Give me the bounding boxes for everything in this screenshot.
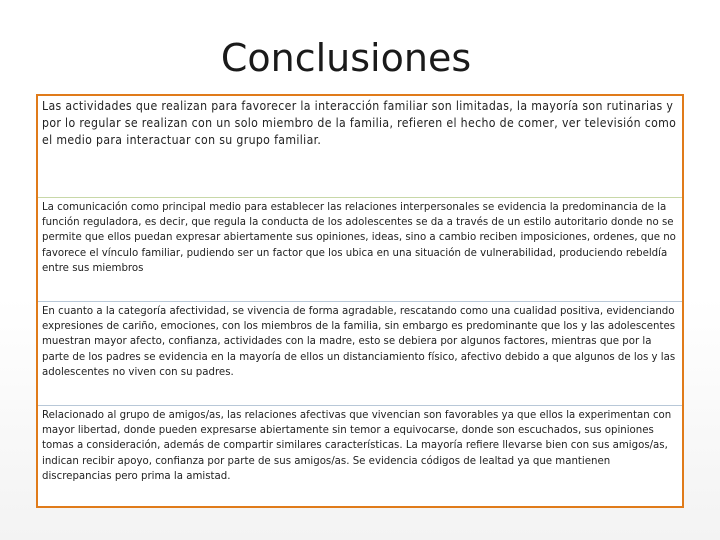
conclusion-paragraph-4: Relacionado al grupo de amigos/as, las relaciones afectivas que vivencian son favorables ya que ellos la experimentan con mayor libertad, donde pueden expresarse abiertamente sin temor a equivocarse, donde son escuchados, sus opiniones tomas a consideración, además de compartir similares características. La mayoría refiere llevarse bien con sus amigos/as, indican recibir apoyo, confianza por parte de sus amigos/as. Se evidencia códigos de lealtad ya que mantienen discrepancias pero prima la amistad. [42, 410, 672, 482]
conclusion-paragraph-1: Las actividades que realizan para favorecer la interacción familiar son limitadas, la mayoría son rutinarias y por lo regular se realizan con un solo miembro de la familia, refieren el hecho de comer, ver televisión como el medio para interactuar con su grupo familiar. [42, 99, 677, 147]
conclusion-paragraph-2: La comunicación como principal medio para establecer las relaciones interpersonales se evidencia la predominancia de la función reguladora, es decir, que regula la conducta de los adolescentes se da a través de un estilo autoritario donde no se permite que ellos puedan expresar abiertamente sus opiniones, ideas, sino a cambio reciben imposiciones, ordenes, que no favorece el vínculo familiar, pudiendo ser un factor que los ubica en una situación de vulnerabilidad, produciendo rebeldía entre sus miembros [42, 202, 676, 274]
conclusion-paragraph-3: En cuanto a la categoría afectividad, se vivencia de forma agradable, rescatando como una cualidad positiva, evidenciando expresiones de cariño, emociones, con los miembros de la familia, sin embargo es predominante que los y las adolescentes muestran mayor afecto, confianza, actividades con la madre, esto se debiera por algunos factores, mientras que por la parte de los padres se evidencia en la mayoría de ellos un distanciamiento físico, afectivo debido a que algunos de los y las adolescentes no viven con su padres. [42, 306, 676, 378]
conclusions-table [36, 94, 684, 508]
slide-title: Conclusiones [220, 36, 472, 80]
